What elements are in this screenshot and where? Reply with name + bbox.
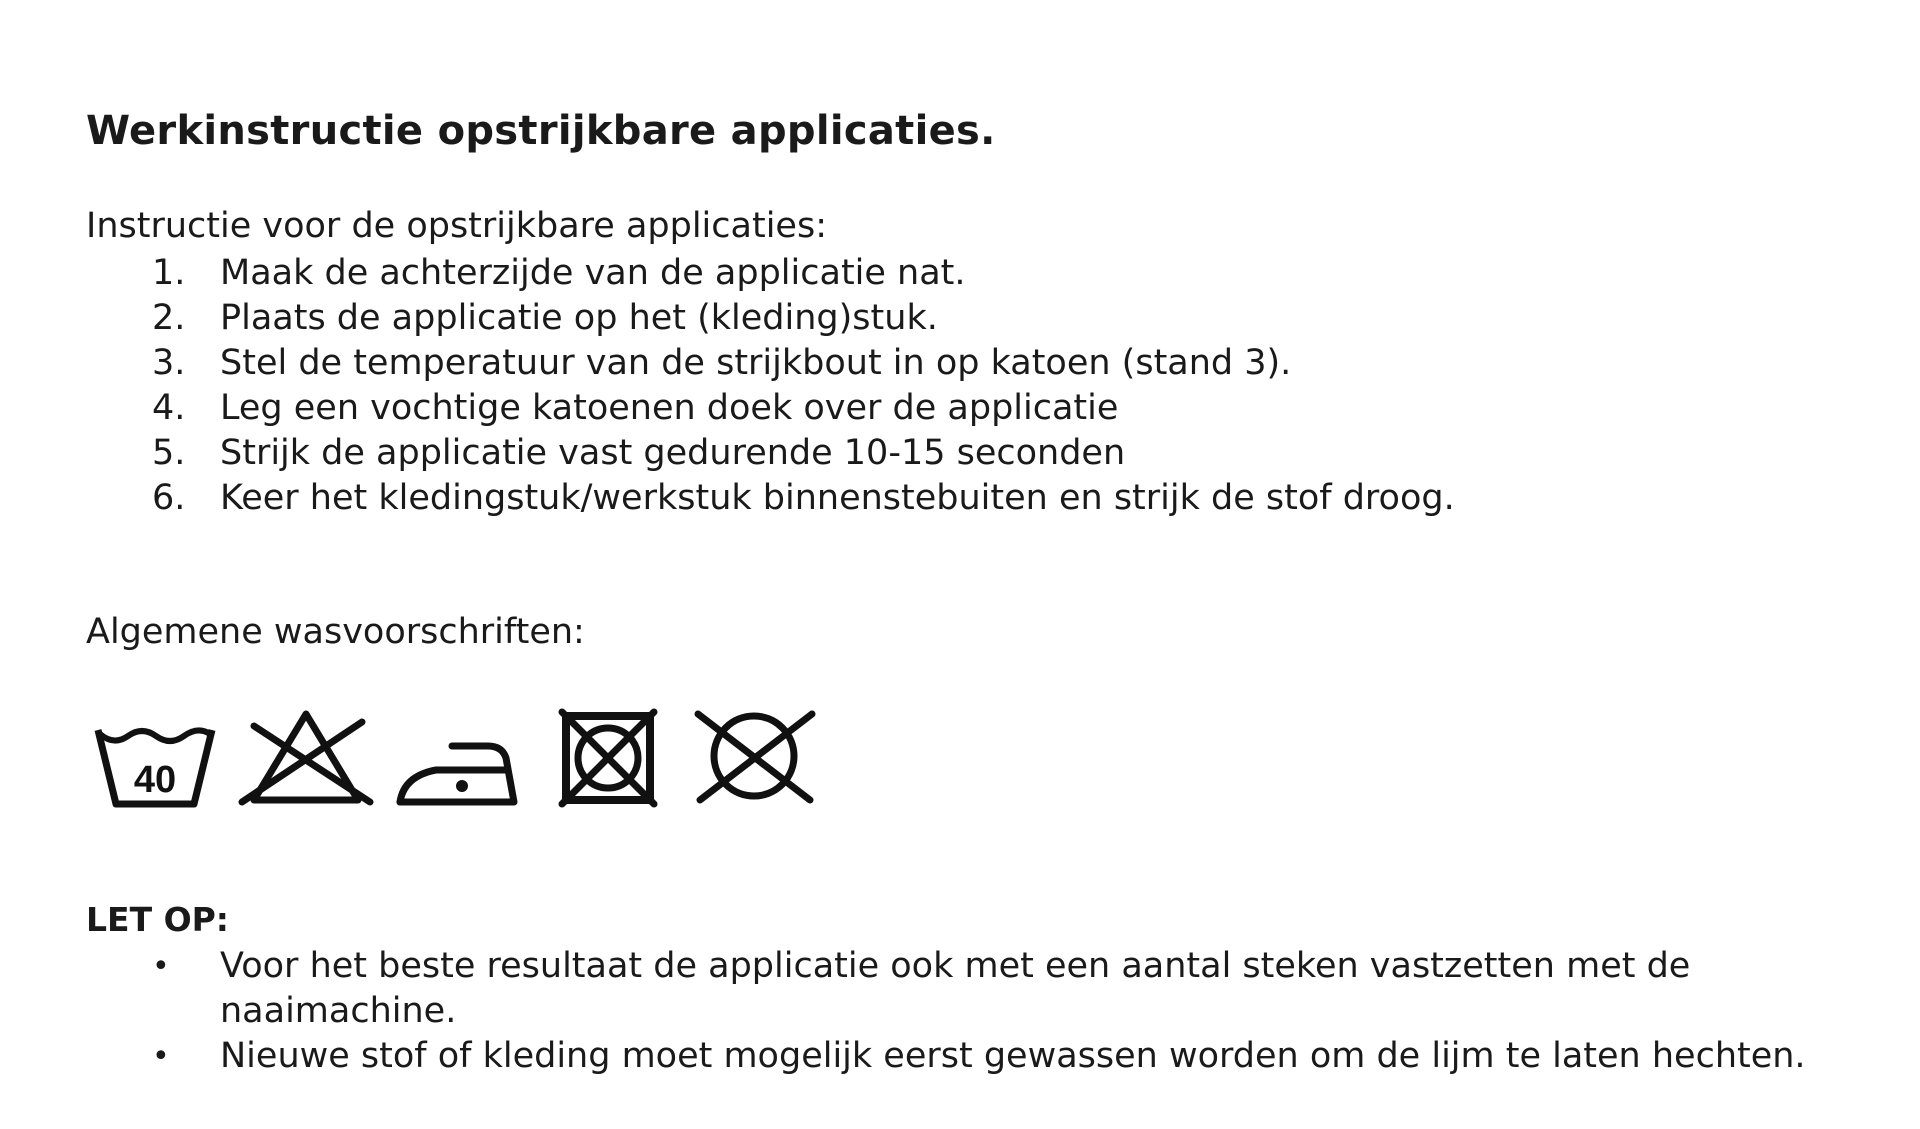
wash-40-icon	[94, 720, 224, 810]
step-number: 2.	[152, 298, 186, 338]
do-not-dry-clean-icon	[690, 706, 818, 806]
wash-temperature-label: 40	[133, 759, 177, 801]
note-text: Nieuwe stof of kleding moet mogelijk eerst gewassen worden om de lijm te laten hechten.	[220, 1036, 1806, 1076]
step-text: Maak de achterzijde van de applicatie nat.	[220, 253, 966, 293]
instructions-intro: Instructie voor de opstrijkbare applicaties:	[86, 206, 827, 246]
step-text: Leg een vochtige katoenen doek over de applicatie	[220, 388, 1119, 428]
step-text: Plaats de applicatie op het (kleding)stuk.	[220, 298, 938, 338]
step-number: 4.	[152, 388, 186, 428]
step-number: 6.	[152, 478, 186, 518]
step-number: 1.	[152, 253, 186, 293]
list-item	[86, 944, 1906, 1034]
notice-list	[86, 944, 1906, 1079]
page-title: Werkinstructie opstrijkbare applicaties.	[86, 108, 996, 154]
iron-low-heat-icon	[396, 724, 520, 808]
care-symbols	[94, 700, 834, 810]
step-number: 3.	[152, 343, 186, 383]
list-item	[86, 1034, 1906, 1079]
wash-instructions-heading: Algemene wasvoorschriften:	[86, 612, 585, 652]
bullet: •	[152, 949, 170, 984]
step-text: Keer het kledingstuk/werkstuk binnenstebuiten en strijk de stof droog.	[220, 478, 1455, 518]
step-number: 5.	[152, 433, 186, 473]
do-not-bleach-icon	[236, 708, 378, 808]
note-text: Voor het beste resultaat de applicatie ook met een aantal steken vastzetten met de naaimachine.	[220, 946, 1691, 1031]
step-text: Stel de temperatuur van de strijkbout in op katoen (stand 3).	[220, 343, 1292, 383]
step-text: Strijk de applicatie vast gedurende 10-15 seconden	[220, 433, 1126, 473]
do-not-tumble-dry-icon	[558, 708, 658, 808]
bullet: •	[152, 1039, 170, 1074]
notice-heading: LET OP:	[86, 900, 230, 939]
